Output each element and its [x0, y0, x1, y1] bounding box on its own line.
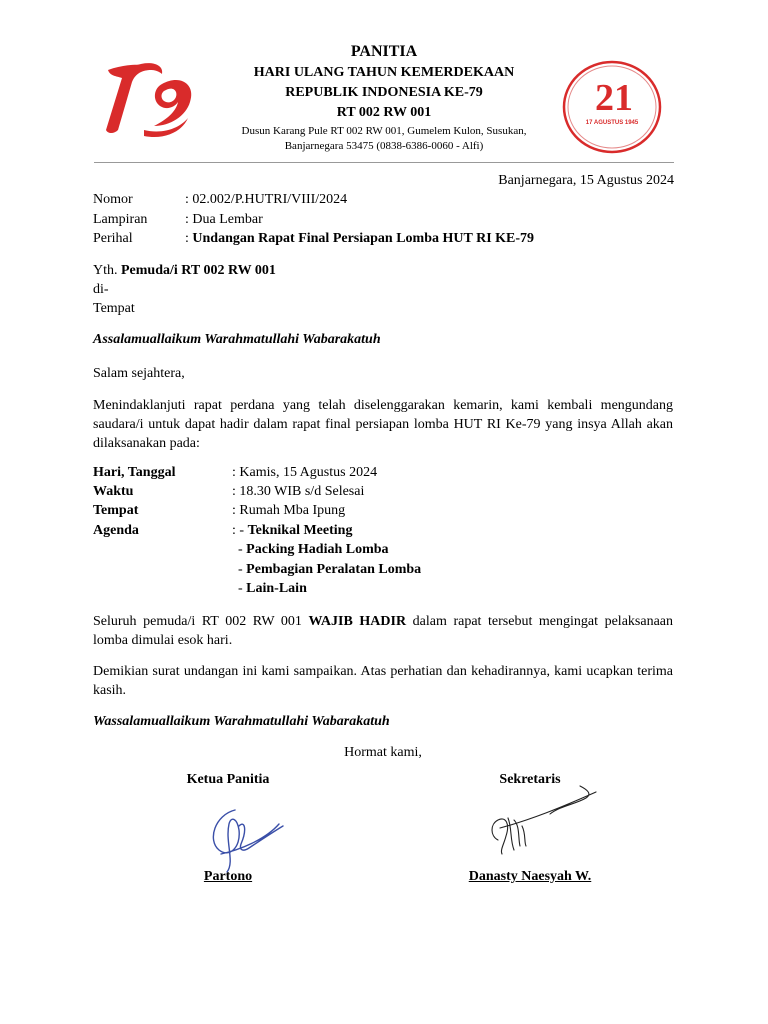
meta-perihal	[93, 231, 534, 247]
agenda-prefix: : -	[232, 523, 248, 538]
republic-title: REPUBLIK INDONESIA KE-79	[285, 85, 483, 100]
mandatory-attendance: WAJIB HADIR	[308, 614, 407, 629]
detail-label: Hari, Tanggal	[93, 465, 176, 480]
agenda-item: Lain-Lain	[246, 581, 307, 596]
closing-greeting: Wassalamuallaikum Warahmatullahi Wabarakatuh	[93, 714, 390, 729]
recipient-name: Pemuda/i RT 002 RW 001	[121, 263, 276, 278]
paragraph2-pre: Seluruh pemuda/i RT 002 RW 001	[93, 614, 309, 629]
date-place: Banjarnegara, 15 Agustus 2024	[498, 173, 674, 188]
recipient-line	[93, 263, 276, 279]
recipient-di: di-	[93, 282, 109, 297]
signature-secretary	[480, 780, 610, 860]
agenda-label: Agenda	[93, 523, 139, 538]
event-title: HARI ULANG TAHUN KEMERDEKAAN	[253, 65, 515, 80]
closing-phrase: Hormat kami,	[344, 745, 422, 760]
rt-rw-title: RT 002 RW 001	[336, 105, 432, 120]
signature-chair	[195, 790, 295, 875]
seal-number: 21	[595, 77, 633, 119]
recipient-prefix: Yth.	[93, 263, 121, 278]
committee-title: PANITIA	[350, 43, 418, 60]
meta-value: Undangan Rapat Final Persiapan Lomba HUT RI KE-79	[192, 231, 535, 246]
agenda-item: Packing Hadiah Lomba	[246, 542, 389, 557]
salutation: Salam sejahtera,	[93, 366, 185, 381]
agenda-item: Pembagian Peralatan Lomba	[246, 562, 422, 577]
signer-role-secretary: Sekretaris	[499, 772, 561, 787]
paragraph-mandatory	[93, 612, 673, 650]
detail-tempat	[93, 503, 345, 519]
paragraph2-post: dalam rapat tersebut mengingat pelaksanaan lomba dimulai esok hari.	[93, 614, 673, 648]
opening-greeting: Assalamuallaikum Warahmatullahi Wabarakatuh	[93, 332, 381, 347]
detail-agenda	[93, 523, 352, 539]
meta-label: Perihal	[93, 231, 133, 246]
agenda-item-row: - Pembagian Peralatan Lomba	[238, 562, 422, 577]
meta-lampiran	[93, 212, 263, 228]
agenda-item-row: - Lain-Lain	[238, 581, 307, 596]
detail-hari-tanggal	[93, 465, 377, 481]
signer-role-chair: Ketua Panitia	[186, 772, 270, 787]
address-line-1: Dusun Karang Pule RT 002 RW 001, Gumelem Kulon, Susukan,	[241, 125, 527, 137]
detail-value: : 18.30 WIB s/d Selesai	[232, 484, 365, 499]
signer-name-secretary: Danasty Naesyah W.	[468, 869, 592, 884]
agenda-item: Teknikal Meeting	[247, 523, 353, 538]
detail-value: : Kamis, 15 Agustus 2024	[232, 465, 378, 480]
meta-label: Nomor	[93, 192, 133, 207]
meta-label: Lampiran	[93, 212, 148, 227]
seal-caption: 17 AGUSTUS 1945	[585, 120, 639, 126]
paragraph-closing: Demikian surat undangan ini kami sampaikan. Atas perhatian dan kehadirannya, kami ucapkan terima kasih.	[93, 664, 673, 698]
detail-waktu	[93, 484, 364, 500]
agenda-item-row: - Packing Hadiah Lomba	[238, 542, 389, 557]
meta-sep: :	[185, 231, 193, 246]
meta-value: : 02.002/P.HUTRI/VIII/2024	[185, 192, 348, 207]
recipient-place: Tempat	[93, 301, 135, 316]
signer-name-chair: Partono	[203, 869, 253, 884]
detail-label: Tempat	[93, 503, 139, 518]
meta-nomor	[93, 192, 347, 208]
meta-value: : Dua Lembar	[185, 212, 263, 227]
address-line-2: Banjarnegara 53475 (0838-6386-0060 - Alfi)	[284, 140, 484, 152]
header-divider	[94, 162, 674, 163]
detail-label: Waktu	[93, 484, 134, 499]
detail-value: : Rumah Mba Ipung	[232, 503, 346, 518]
paragraph-intro: Menindaklanjuti rapat perdana yang telah diselenggarakan kemarin, kami kembali mengundang saudara/i untuk dapat hadir dalam rapat final persiapan lomba HUT RI Ke-79 yang insya Allah akan dilaksanakan pada:	[93, 398, 673, 451]
